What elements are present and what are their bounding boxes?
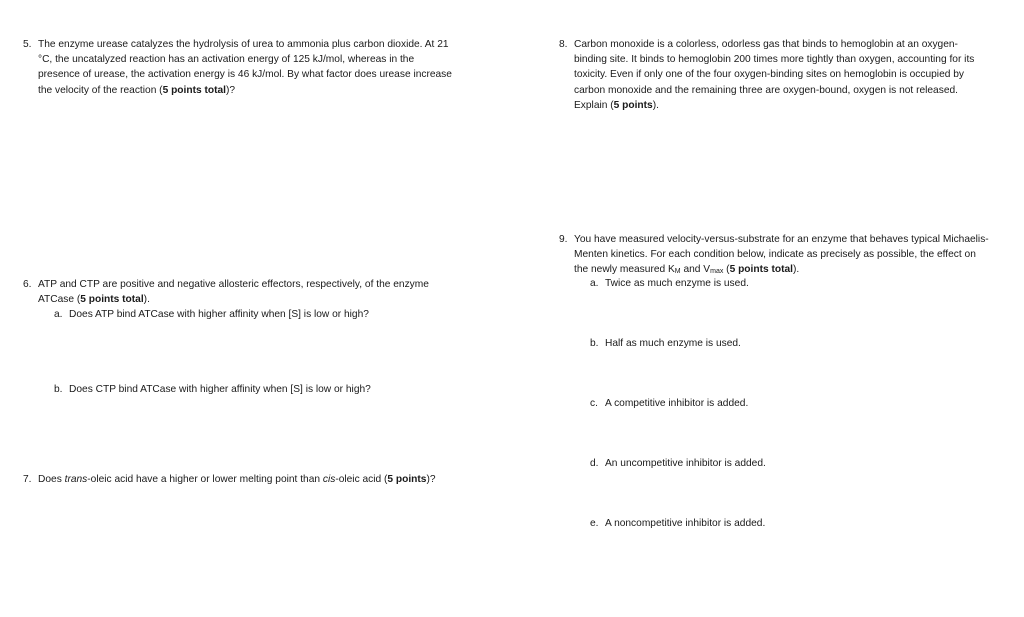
question-9b-text: Half as much enzyme is used. [605, 338, 741, 349]
question-9-text: You have measured velocity-versus-substrate for an enzyme that behaves typical Michaelis-Menten kinetics. For each condition below, indicate as precisely as possible, the effect on the newly measured $K_M$ and $V_{max}$ (5 points total). [574, 234, 989, 276]
question-8-points: 5 points [613, 99, 653, 111]
trans-term: trans [64, 474, 88, 485]
cis-term: cis [322, 474, 336, 485]
vmax-subscript: max [710, 268, 724, 276]
question-6b-label: b. [54, 384, 63, 395]
question-9e-label: e. [590, 518, 599, 529]
question-6-number: 6. [23, 279, 32, 290]
question-9e-text: A noncompetitive inhibitor is added. [605, 518, 766, 529]
question-6-points: 5 points total [80, 294, 144, 306]
question-9c-text: A competitive inhibitor is added. [605, 398, 749, 409]
question-9-points: 5 points total [729, 264, 793, 276]
question-6b-text: Does CTP bind ATCase with higher affinity when [S] is low or high? [69, 384, 371, 395]
question-7 [23, 472, 453, 487]
question-8-number: 8. [559, 39, 568, 50]
question-9b-label: b. [590, 338, 599, 349]
question-6-text: ATP and CTP are positive and negative allosteric effectors, respectively, of the enzyme ATCase (5 points total). [38, 279, 429, 306]
question-9c-label: c. [590, 398, 598, 409]
question-5-points: 5 points total [162, 84, 226, 96]
question-7-text: Does trans-oleic acid have a higher or lower melting point than cis-oleic acid (5 points)? [38, 474, 436, 485]
question-8 [559, 37, 989, 113]
question-8-text: Carbon monoxide is a colorless, odorless gas that binds to hemoglobin at an oxygen-binding site. It binds to hemoglobin 200 times more tightly than oxygen, accounting for its toxicity. Even if only one of the four oxygen-binding sites on hemoglobin is occupied by carbon monoxide and the remaining three are oxygen-bound, oxygen is not released. Explain (5 points). [574, 39, 975, 111]
question-6a-text: Does ATP bind ATCase with higher affinity when [S] is low or high? [69, 309, 369, 320]
question-9a-label: a. [590, 278, 599, 289]
question-9d-label: d. [590, 458, 599, 469]
question-5 [23, 37, 453, 98]
question-7-points: 5 points [387, 474, 427, 485]
question-6 [23, 277, 453, 307]
question-9 [559, 232, 989, 278]
question-5-text: The enzyme urease catalyzes the hydrolysis of urea to ammonia plus carbon dioxide. At 21 °C, the uncatalyzed reaction has an activation energy of 125 kJ/mol, whereas in the presence of urease, the activation energy is 46 kJ/mol. By what factor does urease increase the velocity of the reaction (5 points total)? [38, 39, 452, 96]
question-7-number: 7. [23, 474, 32, 485]
question-9a-text: Twice as much enzyme is used. [605, 278, 749, 289]
question-9d-text: An uncompetitive inhibitor is added. [605, 458, 766, 469]
question-9-number: 9. [559, 234, 568, 245]
km-subscript: M [674, 268, 681, 276]
question-6a-label: a. [54, 309, 63, 320]
question-5-number: 5. [23, 39, 32, 50]
